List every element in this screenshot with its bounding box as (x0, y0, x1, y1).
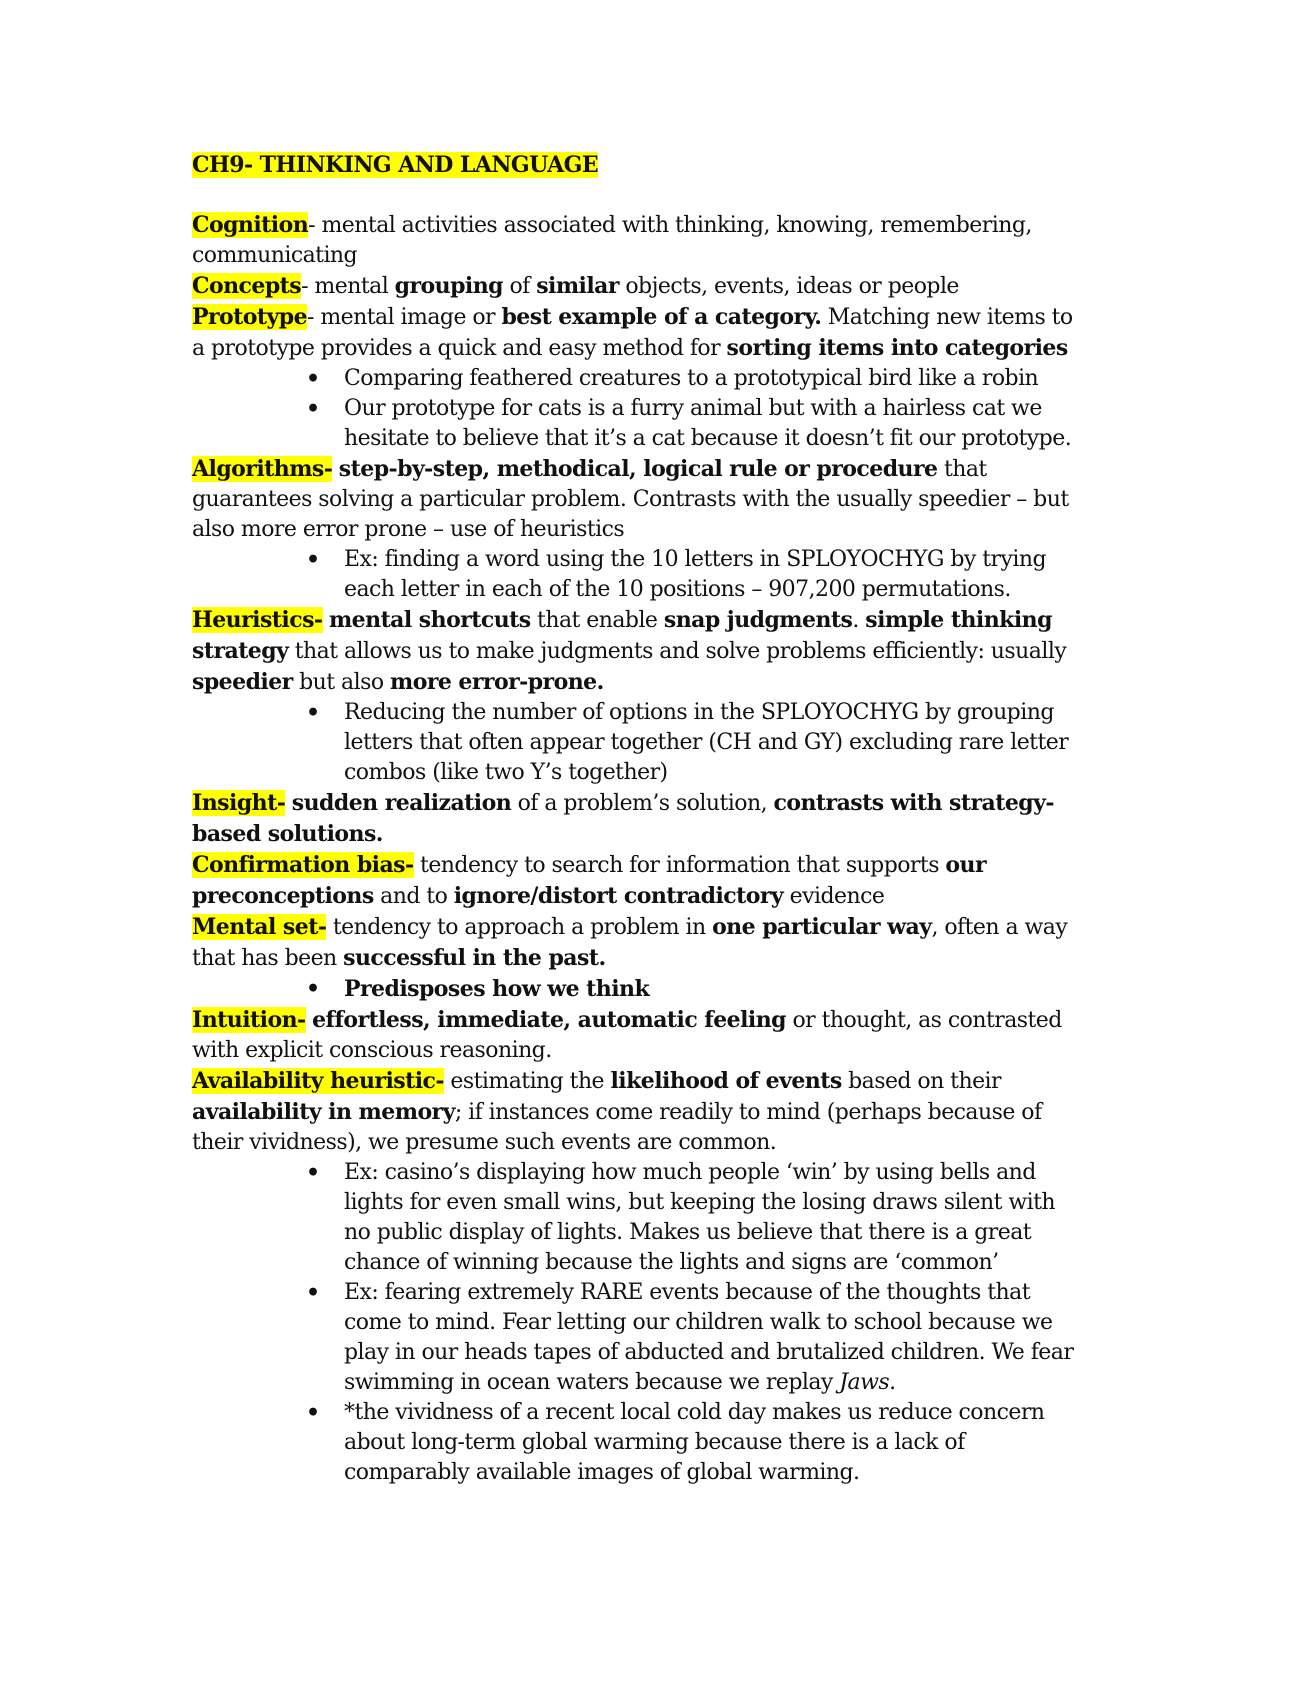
definition-entry (192, 302, 1076, 364)
example-text: *the vividness of a recent local cold day makes us reduce concern about long-term global warming because there is a lack of comparably available images of global warming. (344, 1400, 1045, 1485)
entries-list (192, 210, 1076, 1488)
definition-text: mental shortcuts (328, 607, 531, 633)
example-text: Jaws (839, 1370, 890, 1395)
definition-text: and to (373, 884, 454, 909)
definition-entry (192, 605, 1076, 698)
definition-text: - mental activities associated with thinking, knowing, remembering, communicating (192, 213, 1032, 268)
term-highlight: Heuristics- (192, 607, 323, 633)
term-highlight: Prototype (192, 304, 308, 330)
definition-text: likelihood of events (610, 1068, 842, 1094)
example-item (344, 1158, 1076, 1278)
example-text: Ex: fearing extremely RARE events because of the thoughts that come to mind. Fear letting our children walk to school because we play in our heads tapes of abducted and brutalized children. We fear swimming in ocean waters because we replay (344, 1280, 1074, 1395)
document-title (192, 150, 1076, 180)
example-text: . (889, 1370, 896, 1395)
definition-text: Matching new items to a prototype provides a quick and easy method for (192, 305, 1073, 361)
example-text: Reducing the number of options in the SPLOYOCHYG by grouping letters that often appear together (CH and GY) excluding rare letter combos (like two Y’s together) (344, 700, 1069, 785)
example-item (344, 1398, 1076, 1488)
example-text: Predisposes how we think (344, 976, 650, 1002)
definition-text: simple thinking strategy (192, 607, 1052, 664)
example-item (344, 698, 1076, 788)
definition-text: . (852, 608, 866, 633)
definition-text: - mental (301, 274, 395, 299)
definition-entry (192, 271, 1076, 302)
definition-text: tendency to approach a problem in (326, 915, 713, 940)
term-highlight: Mental set- (192, 914, 327, 940)
example-list (192, 1158, 1076, 1488)
term-highlight: Intuition- (192, 1007, 306, 1033)
definition-text: tendency to search for information that supports (413, 853, 946, 878)
definition-text: speedier (192, 669, 293, 695)
term-highlight: Confirmation bias- (192, 852, 414, 878)
definition-text: grouping (394, 273, 503, 299)
example-text: Comparing feathered creatures to a prototypical bird like a robin (344, 366, 1039, 391)
definition-entry (192, 912, 1076, 974)
example-list (192, 974, 1076, 1005)
definition-text: snap judgments (663, 607, 853, 633)
definition-text: estimating the (443, 1069, 611, 1094)
example-list (192, 364, 1076, 454)
definition-text: one particular way (712, 914, 932, 940)
definition-text: step-by-step, methodical, logical rule or procedure (338, 456, 938, 482)
example-text: Ex: finding a word using the 10 letters in SPLOYOCHYG by trying each letter in each of the 10 positions – 907,200 permutations. (344, 547, 1046, 602)
definition-text: that allows us to make judgments and solve problems efficiently: usually (288, 639, 1067, 664)
definition-text: similar (536, 273, 619, 299)
definition-entry (192, 1066, 1076, 1158)
definition-text: contrasts with strategy-based solutions. (192, 790, 1054, 847)
term-highlight: Algorithms- (192, 456, 333, 482)
definition-text: ignore/distort contradictory (453, 883, 784, 909)
term-highlight: Insight- (192, 790, 286, 816)
term-highlight: Availability heuristic- (192, 1068, 444, 1094)
definition-text: that enable (530, 608, 664, 633)
definition-entry (192, 788, 1076, 850)
definition-entry (192, 454, 1076, 545)
example-list (192, 698, 1076, 788)
definition-text: based on their (841, 1069, 1001, 1094)
definition-text: successful in the past. (343, 945, 606, 971)
example-list (192, 545, 1076, 605)
term-highlight: Concepts (192, 273, 302, 299)
definition-text: sorting items into categories (726, 335, 1068, 361)
definition-entry (192, 1005, 1076, 1066)
definition-text: or thought, as contrasted with explicit conscious reasoning. (192, 1008, 1062, 1063)
title-highlight: CH9- THINKING AND LANGUAGE (192, 152, 599, 178)
example-text: Our prototype for cats is a furry animal but with a hairless cat we hesitate to believe that it’s a cat because it doesn’t fit our prototype. (344, 396, 1072, 451)
example-text: Ex: casino’s displaying how much people ‘win’ by using bells and lights for even small wins, but keeping the losing draws silent with no public display of lights. Makes us believe that there is a great chance of winning because the lights and signs are ‘common’ (344, 1160, 1056, 1275)
definition-text: but also (292, 670, 390, 695)
example-item (344, 394, 1076, 454)
example-item (344, 545, 1076, 605)
definition-text: evidence (783, 884, 885, 909)
definition-text: , often a way that has been (192, 915, 1068, 971)
example-item (344, 364, 1076, 394)
definition-text: effortless, immediate, automatic feeling (312, 1007, 787, 1033)
definition-text: availability in memory (192, 1099, 455, 1125)
definition-text: that guarantees solving a particular problem. Contrasts with the usually speedier – but also more error prone – use of heuristics (192, 457, 1069, 542)
definition-text: - mental image or (307, 305, 502, 330)
example-item (344, 974, 1076, 1005)
definition-text: objects, events, ideas or people (618, 274, 959, 299)
definition-text: more error-prone. (389, 669, 604, 695)
example-item (344, 1278, 1076, 1398)
definition-text: of (503, 274, 537, 299)
definition-text: sudden realization (291, 790, 512, 816)
definition-text: of a problem’s solution, (511, 791, 774, 816)
definition-text: ; if instances come readily to mind (perhaps because of their vividness), we presume such events are common. (192, 1100, 1042, 1155)
definition-text: our preconceptions (192, 852, 987, 909)
definition-entry (192, 850, 1076, 912)
term-highlight: Cognition (192, 212, 309, 238)
definition-entry (192, 210, 1076, 271)
definition-text: best example of a category. (501, 304, 822, 330)
